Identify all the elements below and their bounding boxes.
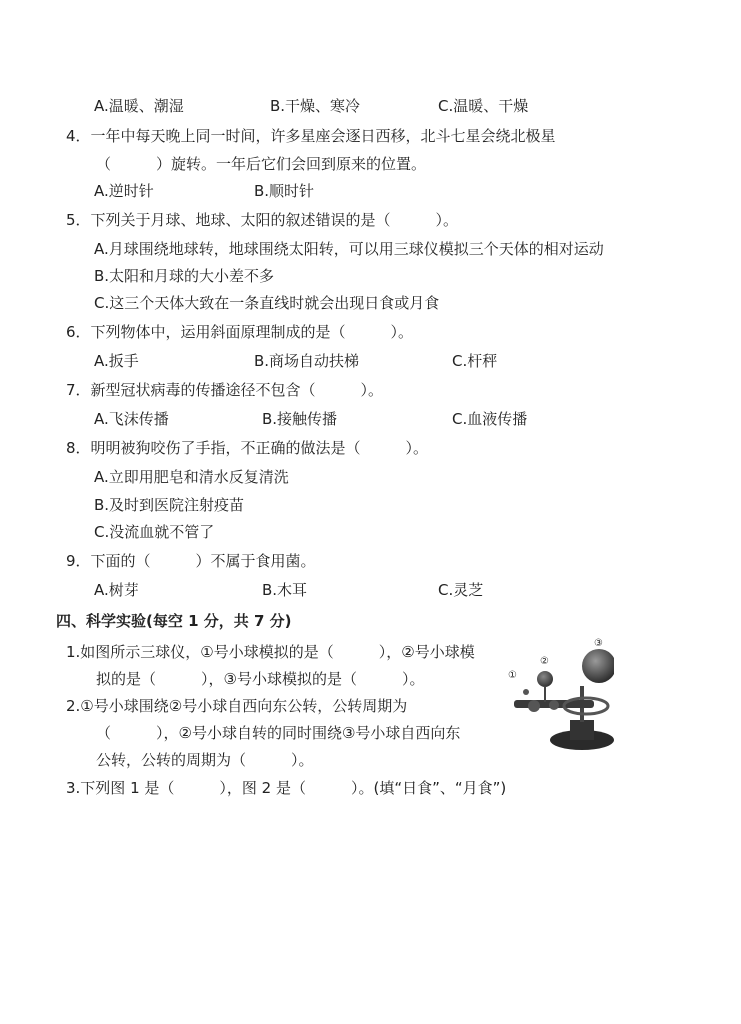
q5-text-line1: 5．下列关于月球、地球、太阳的叙述错误的是（ ）。 [66, 211, 459, 229]
q9-option-a: A.树芽 [94, 581, 139, 599]
q5-option-a: A.月球围绕地球转，地球围绕太阳转，可以用三球仪模拟三个天体的相对运动 [94, 240, 604, 258]
q6-option-a: A.扳手 [94, 352, 139, 370]
q6-text-line1: 6．下列物体中，运用斜面原理制成的是（ ）。 [66, 323, 414, 341]
q8-text-line1: 8．明明被狗咬伤了手指，不正确的做法是（ ）。 [66, 439, 429, 457]
q3-option-a: A.温暖、潮湿 [94, 97, 184, 115]
q9-option-c: C.灵芝 [438, 581, 484, 599]
q8-option-b: B.及时到医院注射疫苗 [94, 496, 245, 514]
q6-option-b: B.商场自动扶梯 [254, 352, 360, 370]
q7-text-line1: 7．新型冠状病毒的传播途径不包含（ ）。 [66, 381, 384, 399]
q7-option-b: B.接触传播 [262, 410, 338, 428]
q4-option-a: A.逆时针 [94, 182, 154, 200]
experiment1-line1: 1.如图所示三球仪，①号小球模拟的是（ ），②号小球模 [66, 643, 475, 661]
q6-option-c: C.杆秤 [452, 352, 498, 370]
experiment1-line2: 拟的是（ ），③号小球模拟的是（ ）。 [96, 670, 425, 688]
q5-option-b: B.太阳和月球的大小差不多 [94, 267, 275, 285]
q7-option-c: C.血液传播 [452, 410, 528, 428]
moon-ball [523, 689, 529, 695]
section4-heading: 四、科学实验(每空 1 分，共 7 分) [56, 612, 292, 630]
q3-option-b: B.干燥、寒冷 [270, 97, 361, 115]
gear-icon [549, 700, 559, 710]
q8-option-a: A.立即用肥皂和清水反复清洗 [94, 468, 289, 486]
earth-rod [544, 686, 546, 702]
experiment2-line1: 2.①号小球围绕②号小球自西向东公转，公转周期为 [66, 697, 408, 715]
label-3: ③ [594, 638, 603, 649]
tellurion-stand [570, 720, 594, 740]
q8-option-c: C.没流血就不管了 [94, 523, 215, 541]
q4-text-line1: 4．一年中每天晚上同一时间，许多星座会逐日西移，北斗七星会绕北极星 [66, 127, 556, 145]
q4-text-line2: （ ）旋转。一年后它们会回到原来的位置。 [96, 155, 427, 173]
q7-option-a: A.飞沫传播 [94, 410, 169, 428]
label-1: ① [508, 670, 517, 681]
q5-option-c: C.这三个天体大致在一条直线时就会出现日食或月食 [94, 294, 440, 312]
earth-ball [537, 671, 553, 687]
q4-option-b: B.顺时针 [254, 182, 315, 200]
label-2: ② [540, 656, 549, 667]
q9-text-line1: 9．下面的（ ）不属于食用菌。 [66, 552, 316, 570]
sun-ball [582, 649, 614, 683]
experiment2-line2: （ ），②号小球自转的同时围绕③号小球自西向东 [96, 724, 461, 742]
experiment3-line1: 3.下列图 1 是（ ），图 2 是（ ）。(填“日食”、“月食”) [66, 779, 507, 797]
experiment2-line3: 公转，公转的周期为（ ）。 [96, 751, 314, 769]
q9-option-b: B.木耳 [262, 581, 308, 599]
tellurion-figure [504, 634, 614, 754]
gear-icon [528, 700, 540, 712]
tellurion-illustration [504, 634, 614, 754]
q3-option-c: C.温暖、干燥 [438, 97, 529, 115]
